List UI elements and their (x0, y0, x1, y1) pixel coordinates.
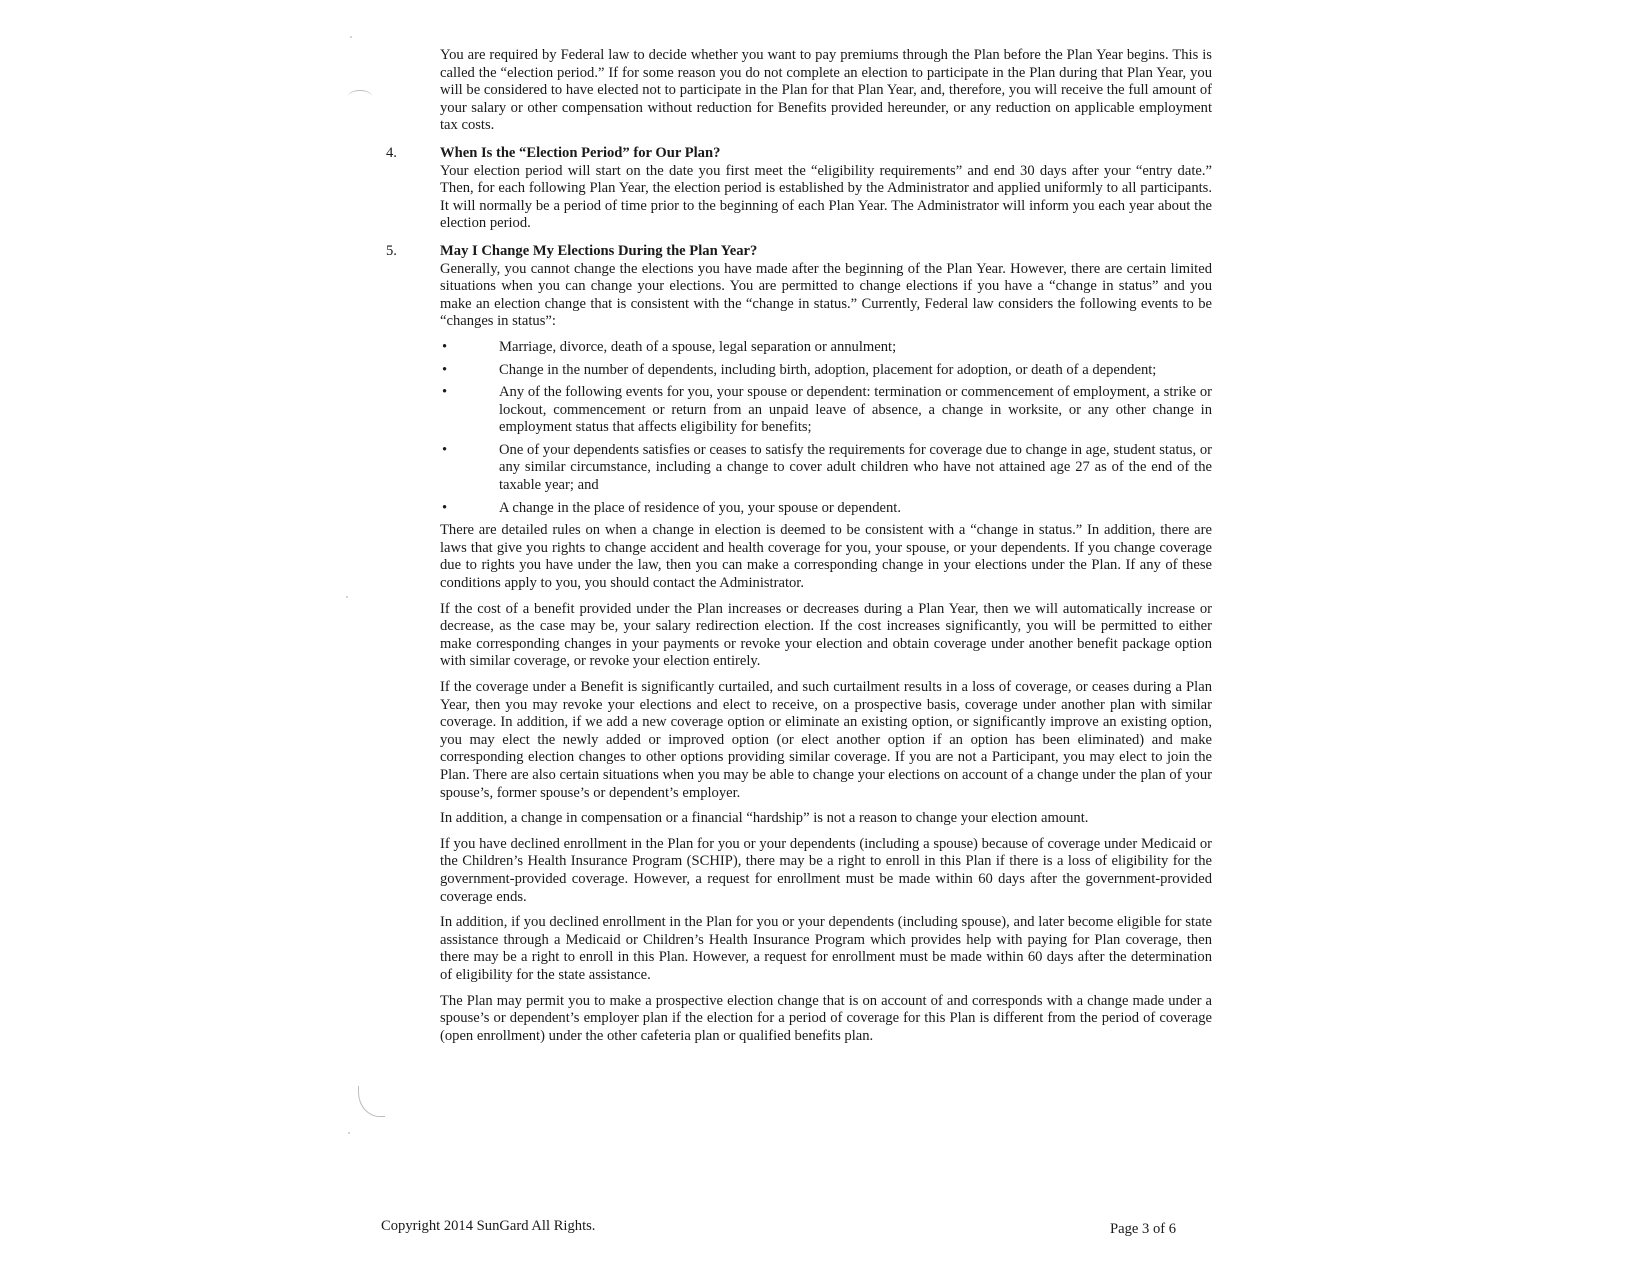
footer-copyright: Copyright 2014 SunGard All Rights. (381, 1218, 596, 1234)
list-item-text: Any of the following events for you, your spouse or dependent: termination or commencement of employment, a strike or lockout, commencement or return from an unpaid leave of absence, a change in worksite, or any other change in employment status that affects eligibility for benefits; (499, 384, 1212, 436)
footer-page-number: Page 3 of 6 (1110, 1221, 1177, 1237)
bullet-icon: • (442, 384, 448, 401)
list-item-text: Change in the number of dependents, including birth, adoption, placement for adoption, or death of a dependent; (499, 361, 1157, 378)
document-body (386, 47, 1212, 1045)
section-body: Generally, you cannot change the elections you have made after the beginning of the Plan Year. However, there are certain limited situations when you can change your elections. You are permitted to change elections if you have a “change in status” and you make an election change that is consistent with the “change in status.” Currently, Federal law considers the following events to be “changes in status”: (440, 260, 1212, 330)
section-5 (386, 242, 1212, 1045)
change-in-status-list (440, 339, 1212, 517)
paragraph: The Plan may permit you to make a prospective election change that is on account of and corresponds with a change made under a spouse’s or dependent’s employer plan if the election for a period of coverage for this Plan is different from the period of coverage (open enrollment) under the other cafeteria plan or qualified benefits plan. (440, 992, 1212, 1044)
bullet-icon: • (442, 338, 448, 355)
paragraph: In addition, if you declined enrollment in the Plan for you or your dependents (including spouse), and later become eligible for state assistance through a Medicaid or Children’s Health Insurance Program which provides help with paying for Plan coverage, then there may be a right to enroll in this Plan. However, a request for enrollment must be made within 60 days after the determination of eligibility for the state assistance. (440, 914, 1212, 983)
list-item-text: A change in the place of residence of you, your spouse or dependent. (499, 499, 902, 516)
paragraph: If you have declined enrollment in the Plan for you or your dependents (including a spouse) because of coverage under Medicaid or the Children’s Health Insurance Program (SCHIP), there may be a right to enroll in this Plan if there is a loss of eligibility for the government-provided coverage. However, a request for enrollment must be made within 60 days after the government-provided coverage ends. (440, 835, 1212, 905)
bullet-icon: • (442, 441, 448, 458)
paragraph: If the cost of a benefit provided under the Plan increases or decreases during a Plan Year, then we will automatically increase or decrease, as the case may be, your salary redirection election. If the cost increases significantly, you will be permitted to either make corresponding changes in your payments or revoke your election and obtain coverage under another benefit package option with similar coverage, or revoke your election entirely. (440, 600, 1212, 670)
section-title: May I Change My Elections During the Plan Year? (440, 242, 758, 259)
list-item-text: Marriage, divorce, death of a spouse, legal separation or annulment; (499, 338, 897, 355)
scan-mark (358, 1086, 385, 1117)
paragraph: If the coverage under a Benefit is significantly curtailed, and such curtailment results in a loss of coverage, or ceases during a Plan Year, then you may revoke your elections and elect to receive, on a prospective basis, coverage under another plan with similar coverage. In addition, if we add a new coverage option or eliminate an existing option, or significantly improve an existing option, you may elect the newly added or improved option (or elect another option if an option has been eliminated) and make corresponding election changes to other options providing similar coverage. If you are not a Participant, you may elect to join the Plan. There are also certain situations when you may be able to change your elections on account of a change under the plan of your spouse’s, former spouse’s or dependent’s employer. (440, 679, 1212, 801)
list-item (440, 384, 1212, 437)
paragraph: There are detailed rules on when a change in election is deemed to be consistent with a “change in status.” In addition, there are laws that give you rights to change accident and health coverage for you, your spouse, or your dependents. If you change coverage due to rights you have under the law, then you can make a corresponding change in your elections under the Plan. If any of these conditions apply to you, you should contact the Administrator. (440, 522, 1212, 592)
paragraph: In addition, a change in compensation or a financial “hardship” is not a reason to change your election amount. (440, 810, 1089, 827)
list-item (440, 362, 1212, 380)
list-item (440, 500, 1212, 518)
section-body: Your election period will start on the date you first meet the “eligibility requirements” and end 30 days after your “entry date.” Then, for each following Plan Year, the election period is established by the Administrator and applied uniformly to all participants. It will normally be a period of time prior to the beginning of each Plan Year. The Administrator will inform you each year about the election period. (440, 162, 1212, 232)
bullet-icon: • (442, 361, 448, 378)
list-item (440, 339, 1212, 357)
section-title: When Is the “Election Period” for Our Plan? (440, 144, 721, 161)
scan-speck (350, 36, 352, 38)
section-4 (386, 144, 1212, 233)
list-item-text: One of your dependents satisfies or ceases to satisfy the requirements for coverage due to change in age, student status, or any similar circumstance, including a change to cover adult children who have not attained age 27 as of the end of the taxable year; and (499, 441, 1212, 494)
list-item (440, 442, 1212, 495)
intro-paragraph: You are required by Federal law to decide whether you want to pay premiums through the Plan before the Plan Year begins. This is called the “election period.” If for some reason you do not complete an election to participate in the Plan during that Plan Year, you will be considered to have elected not to participate in the Plan for that Plan Year, and, therefore, you will receive the full amount of your salary or other compensation without reduction for Benefits provided hereunder, or any reduction on applicable employment tax costs. (440, 47, 1212, 134)
scan-mark (348, 90, 372, 103)
scan-speck (346, 596, 348, 598)
bullet-icon: • (442, 499, 448, 516)
section-number: 5. (386, 242, 397, 259)
scan-speck (348, 1132, 350, 1134)
section-number: 4. (386, 144, 397, 161)
